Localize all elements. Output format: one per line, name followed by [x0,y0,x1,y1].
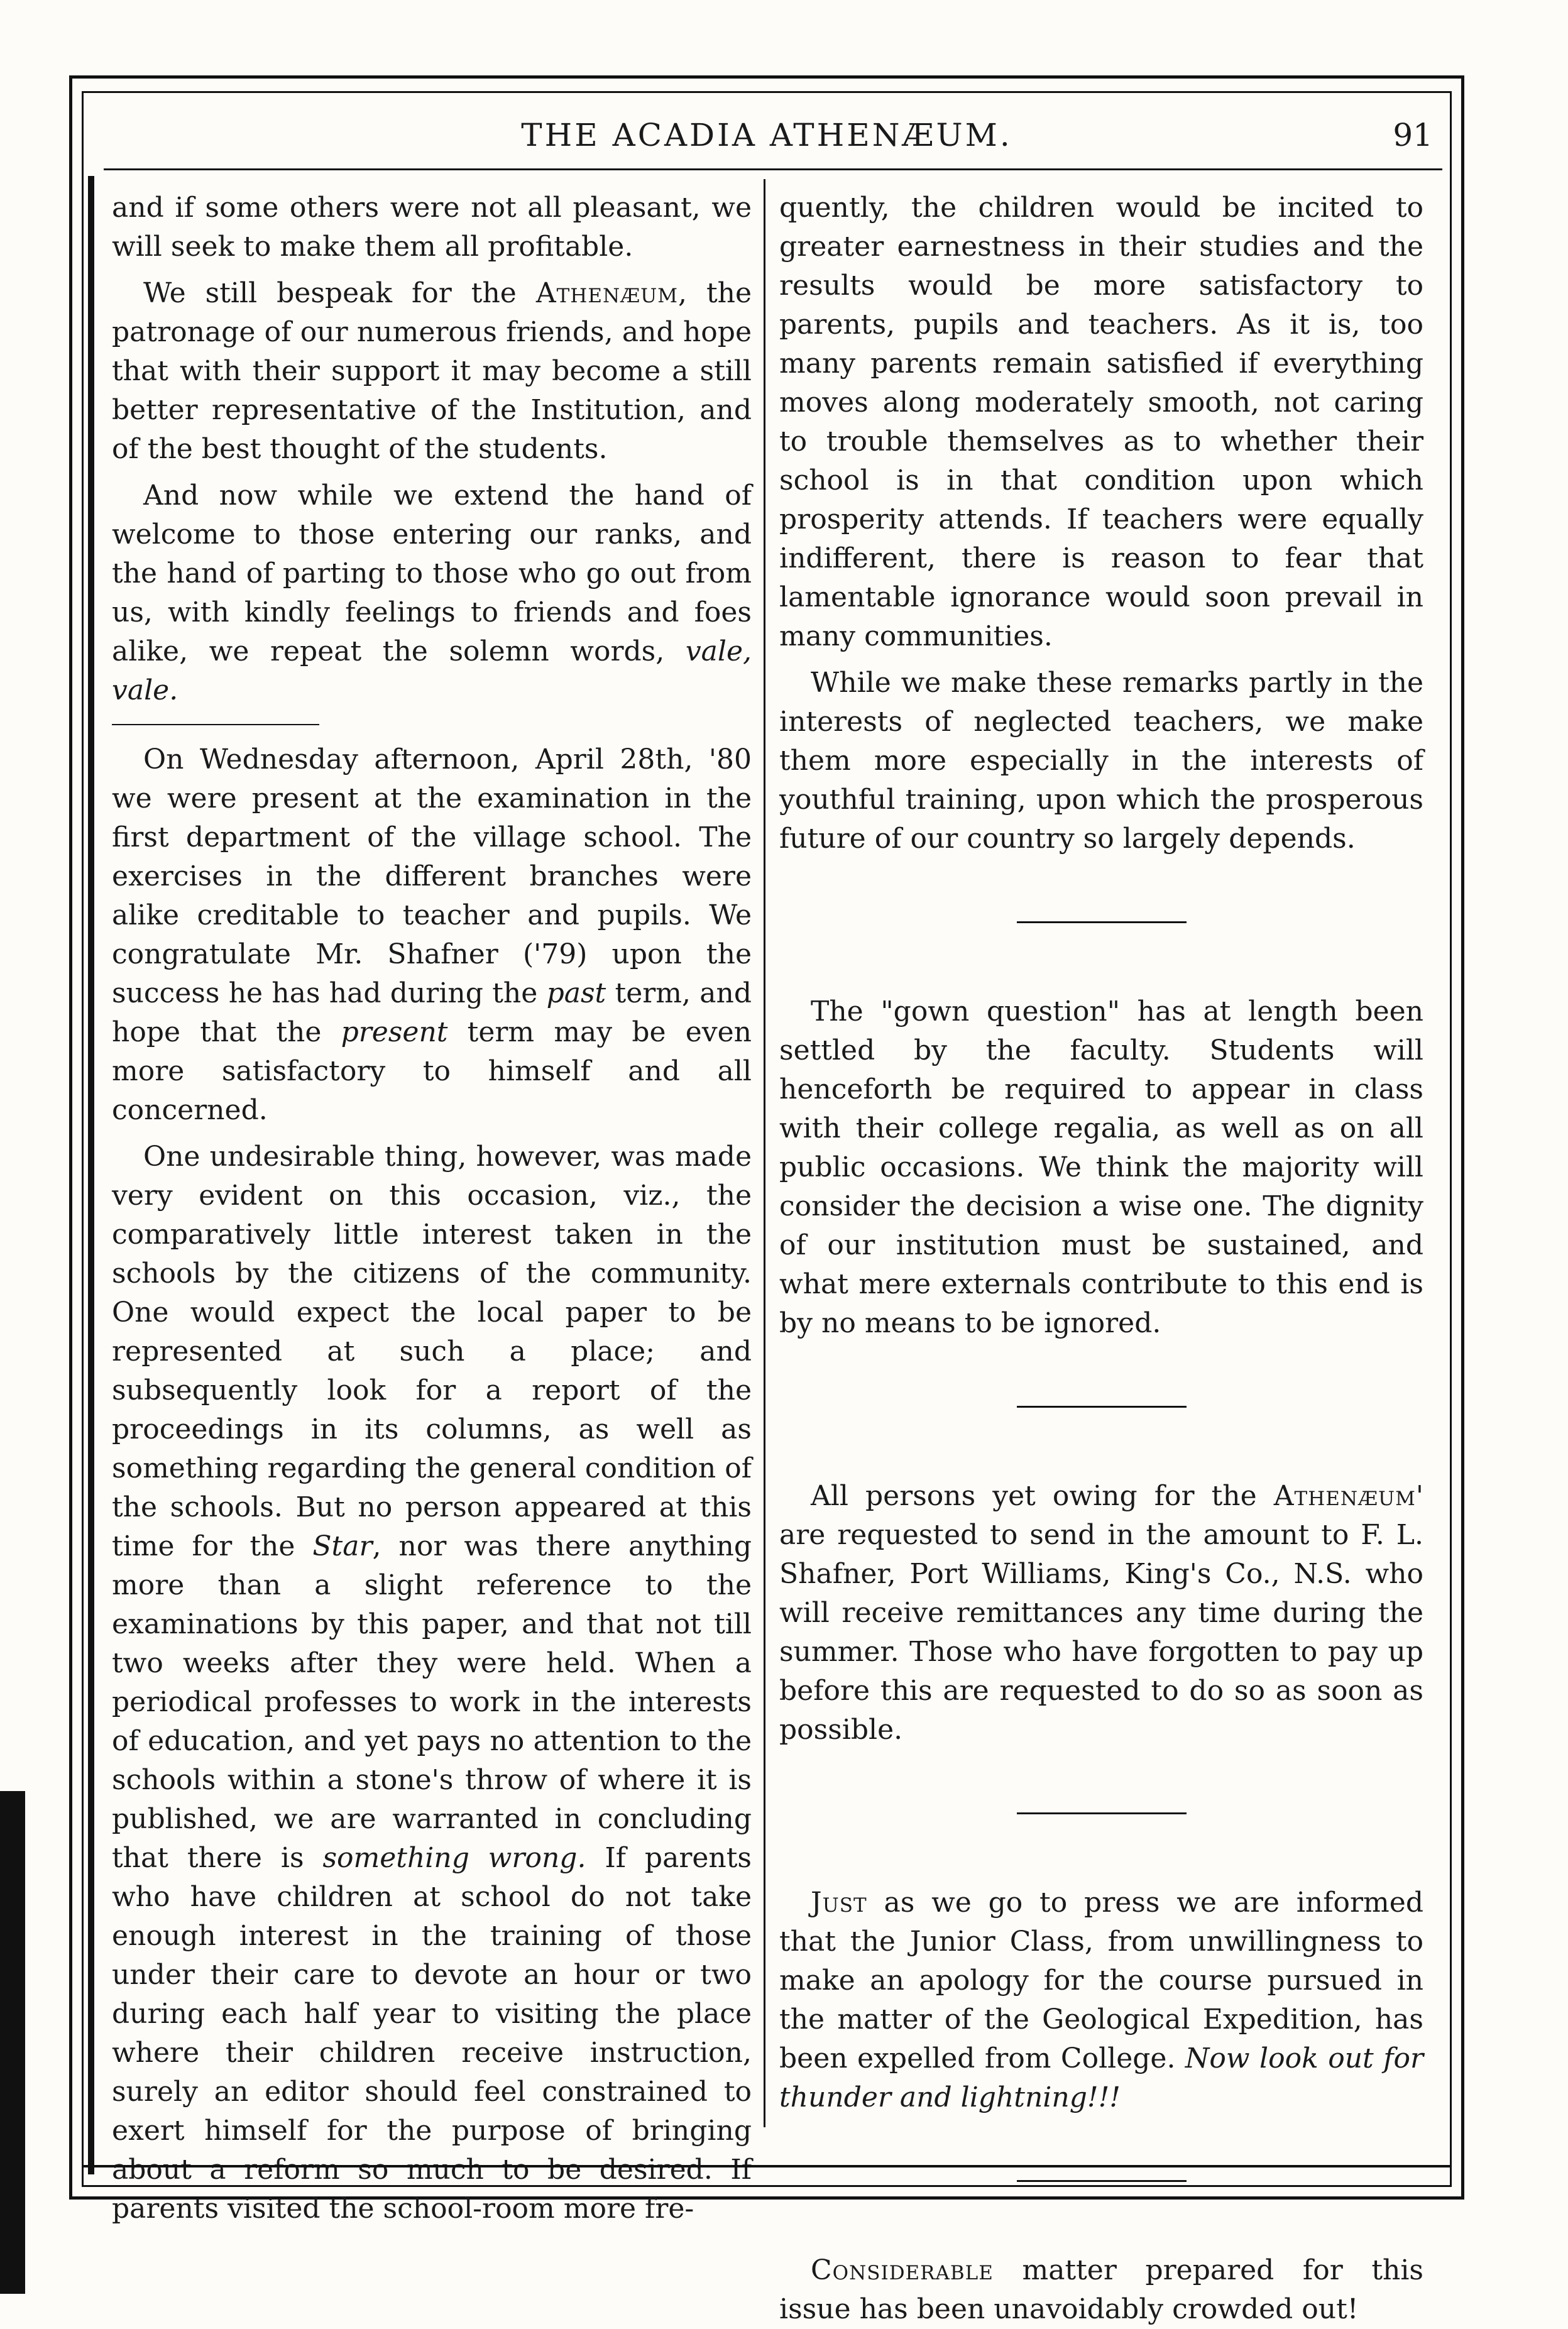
section-rule [1017,921,1187,923]
section-rule [112,724,319,725]
paragraph: Just as we go to press we are informed that the Junior Class, from unwillingness to make an apology for the course pursued in the matter of the Geological Expedition, has been expelled from College. Now look out for thunder and lightning!!! [779,1887,1423,2113]
paragraph: And now while we extend the hand of welcome to those entering our ranks, and the hand of parting to those who go out from us, with kindly feelings to friends and foes alike, we repeat the solemn words, vale, vale. [112,480,752,706]
page-number: 91 [1393,117,1433,153]
paragraph: We still bespeak for the Athenæum, the patronage of our numerous friends, and hope that with their support it may become a still better representative of the Institution, and of the best thought of the students. [112,277,752,465]
paragraph: All persons yet owing for the Athenæum' are requested to send in the amount to F. L. Shafner, Port Williams, King's Co., N.S. who will receive remittances any time during the summer. Those who have forgotten to pay up before this are requested to do so as soon as possible. [779,1480,1423,1746]
paragraph: While we make these remarks partly in the interests of neglected teachers, we make them more especially in the interests of youthful training, upon which the prosperous future of our country so largely depends. [779,667,1423,855]
left-column [112,189,752,2225]
section-rule [1017,2180,1187,2182]
header-rule [104,168,1442,170]
section-rule [1017,1812,1187,1814]
column-divider [764,179,765,2127]
right-column [779,189,1423,2325]
running-title: THE ACADIA ATHENÆUM. [521,117,1012,153]
left-frame-rule [88,176,94,2174]
paragraph: Considerable matter prepared for this issue has been unavoidably crowded out! [779,2254,1423,2325]
paragraph: quently, the children would be incited to greater earnestness in their studies and the results would be more satisfactory to parents, pupils and teachers. As it is, too many parents remain satisfied if everything moves along moderately smooth, not caring to trouble themselves as to whether their school is in that condition upon which prosperity attends. If teachers were equally indifferent, there is reason to fear that lamentable ignorance would soon prevail in many communities. [779,192,1423,652]
section-rule [1017,1406,1187,1408]
paragraph: On Wednesday afternoon, April 28th, '80 we were present at the examination in the first department of the village school. The exercises in the different branches were alike creditable to teacher and pupils. We congratulate Mr. Shafner ('79) upon the success he has had during the past term, and hope that the present term may be even more satisfactory to himself and all concerned. [112,743,752,1126]
paragraph: One undesirable thing, however, was made very evident on this occasion, viz., the comparatively little interest taken in the schools by the citizens of the community. One would expect the local paper to be represented at such a place; and subsequently look for a report of the proceedings in its columns, as well as something regarding the general condition of the schools. But no person appeared at this time for the Star, nor was there anything more than a slight reference to the examinations by this paper, and that not till two weeks after they were held. When a periodical professes to work in the interests of education, and yet pays no attention to the schools within a stone's throw of where it is published, we are warranted in concluding that there is something wrong. If parents who have children at school do not take enough interest in the training of those under their care to devote an hour or two during each half year to visiting the place where their children receive instruction, surely an editor should feel constrained to exert himself for the purpose of bringing about a reform so much to be desired. If parents visited the school-room more fre- [112,1141,752,2225]
paragraph: and if some others were not all pleasant, we will seek to make them all profitable. [112,192,752,263]
bottom-rule [82,2165,1452,2167]
paragraph: The "gown question" has at length been settled by the faculty. Students will henceforth be required to appear in class with their college regalia, as well as on all public occasions. We think the majority will consider the decision a wise one. The dignity of our institution must be sustained, and what mere externals contribute to this end is by no means to be ignored. [779,995,1423,1339]
running-header [88,107,1445,163]
scan-margin-edge [0,1791,25,2294]
